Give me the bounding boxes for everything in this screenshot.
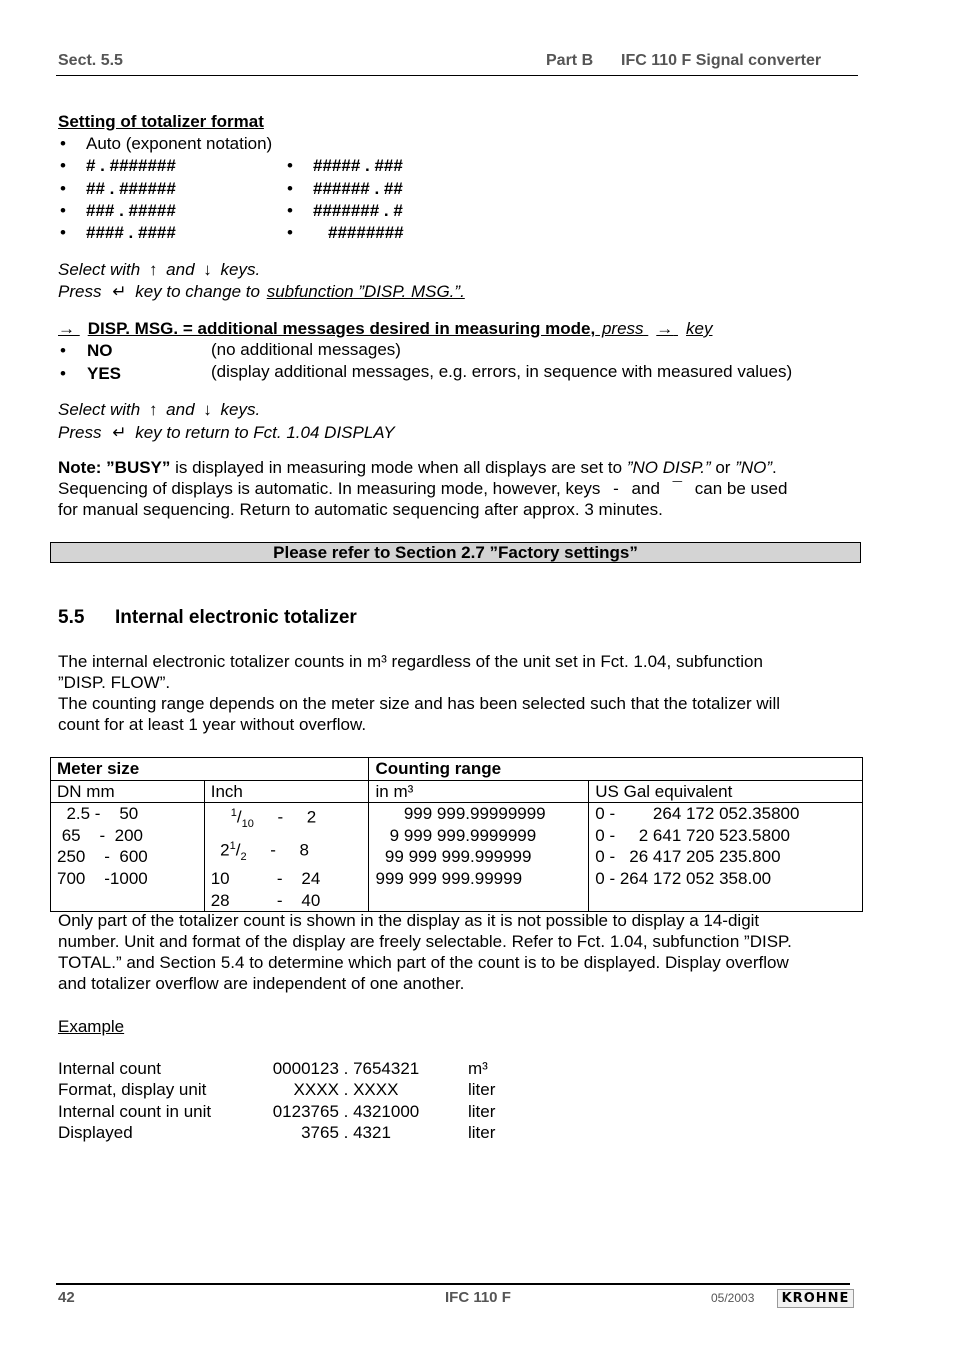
meter-size-table (50, 757, 863, 912)
format-option: ##### . ### (313, 156, 403, 175)
krohne-logo: KROHNE (777, 1289, 854, 1308)
subheader-dn: DN mm (51, 780, 205, 803)
gal-column: 0 - 264 172 052.35800 0 - 2 641 720 523.5800 0 - 26 417 205 235.800 0 - 264 172 052 358.00 (589, 803, 863, 912)
subheader-gal: US Gal equivalent (589, 780, 863, 803)
section-title: Internal electronic totalizer (115, 607, 357, 628)
example-label: Displayed (58, 1123, 133, 1142)
paragraph-line: count for at least 1 year without overflow. (58, 715, 367, 734)
example-value: 0123765 . 4321000 (272, 1102, 420, 1121)
enter-key-icon: ↵ (112, 423, 127, 442)
bullet: • (60, 156, 66, 175)
format-option: ## . ###### (86, 179, 176, 198)
format-option: ###### . ## (313, 179, 403, 198)
bullet: • (60, 134, 66, 153)
note-line-1: Note: ”BUSY” is displayed in measuring mode when all displays are set to ”NO DISP.” or ”NO”. (58, 458, 777, 477)
bullet: • (287, 179, 293, 198)
select-instruction: Select with ↑ and ↓ keys. (58, 400, 261, 419)
footer-model: IFC 110 F (445, 1289, 511, 1306)
header-rule (56, 75, 858, 76)
format-option: # . ####### (86, 156, 176, 175)
enter-key-icon: ↵ (112, 282, 127, 301)
table-subheader-row (51, 780, 863, 803)
example-value: XXXX . XXXX (293, 1080, 399, 1099)
down-arrow-icon: ↓ (203, 260, 212, 279)
bullet: • (287, 223, 293, 242)
paragraph-line: and totalizer overflow are independent of one another. (58, 974, 465, 993)
paragraph-line: number. Unit and format of the display are freely selectable. Refer to Fct. 1.04, subfunction ”DISP. (58, 932, 792, 951)
bullet: • (60, 364, 66, 383)
format-option: ### . ##### (86, 201, 176, 220)
header-part: Part B (546, 52, 594, 69)
disp-msg-heading: → DISP. MSG. = additional messages desired in measuring mode, press → key (58, 319, 713, 338)
paragraph-line: The counting range depends on the meter size and has been selected such that the totalizer will (58, 694, 781, 713)
bullet: • (287, 156, 293, 175)
paragraph-line: The internal electronic totalizer counts in m³ regardless of the unit set in Fct. 1.04, subfunction (58, 652, 763, 671)
example-value: 0000123 . 7654321 (272, 1059, 420, 1078)
example-unit: liter (468, 1123, 496, 1142)
bullet: • (60, 223, 66, 242)
option-label: YES (87, 364, 122, 383)
subheader-inch: Inch (204, 780, 369, 803)
example-unit: m³ (468, 1059, 488, 1078)
note-line-3: for manual sequencing. Return to automatic sequencing after approx. 3 minutes. (58, 500, 663, 519)
bullet: • (60, 341, 66, 360)
option-desc: (no additional messages) (211, 340, 401, 359)
header-section: Sect. 5.5 (58, 52, 123, 69)
m3-column: 999 999.99999999 9 999 999.9999999 99 999 999.999999 999 999 999.99999 (369, 803, 589, 912)
example-unit: liter (468, 1080, 496, 1099)
bullet: • (60, 201, 66, 220)
format-option: ####### . # (313, 201, 403, 220)
press-instruction: Press ↵ key to change to subfunction ”DISP. MSG.”. (58, 282, 465, 301)
note-line-2: Sequencing of displays is automatic. In measuring mode, however, keys - and ¯ can be used (58, 479, 788, 498)
right-arrow-icon: → (58, 319, 75, 338)
example-unit: liter (468, 1102, 496, 1121)
example-heading: Example (58, 1017, 125, 1036)
footer-rule (56, 1283, 850, 1285)
inch-column: $^1/_{10}$ - 2 $2^1/_2$ - 8 10 - 24 28 - 40 (204, 803, 369, 912)
format-auto: Auto (exponent notation) (86, 134, 273, 153)
page-number: 42 (58, 1289, 75, 1306)
paragraph-line: TOTAL.” and Section 5.4 to determine which part of the count is to be displayed. Display overflow (58, 953, 789, 972)
table-header-row (51, 758, 863, 781)
subfunction-link: subfunction ”DISP. MSG.”. (266, 282, 465, 301)
press-instruction: Press ↵ key to return to Fct. 1.04 DISPLAY (58, 423, 395, 442)
format-option: ######## (328, 223, 404, 242)
header-meter-size: Meter size (51, 758, 369, 781)
select-instruction: Select with ↑ and ↓ keys. (58, 260, 261, 279)
factory-settings-box: Please refer to Section 2.7 ”Factory settings” (50, 542, 861, 563)
example-value: 3765 . 4321 (301, 1123, 391, 1142)
example-label: Internal count in unit (58, 1102, 212, 1121)
up-arrow-icon: ↑ (148, 260, 158, 279)
example-label: Format, display unit (58, 1080, 207, 1099)
totalizer-format-heading: Setting of totalizer format (58, 112, 264, 131)
option-label: NO (87, 341, 113, 360)
paragraph-line: ”DISP. FLOW”. (58, 673, 171, 692)
header-title: IFC 110 F Signal converter (621, 52, 822, 69)
example-label: Internal count (58, 1059, 162, 1078)
section-number: 5.5 (58, 607, 85, 628)
format-option: #### . #### (86, 223, 176, 242)
subheader-m3: in m³ (369, 780, 589, 803)
paragraph-line: Only part of the totalizer count is shown in the display as it is not possible to display a 14-digit (58, 911, 760, 930)
footer-date: 05/2003 (711, 1291, 755, 1305)
bullet: • (60, 179, 66, 198)
up-arrow-icon: ↑ (148, 400, 158, 419)
dn-column: 2.5 - 50 65 - 200 250 - 600 700 -1000 (51, 803, 205, 912)
down-arrow-icon: ↓ (203, 400, 212, 419)
bullet: • (287, 201, 293, 220)
option-desc: (display additional messages, e.g. errors, in sequence with measured values) (211, 362, 793, 381)
table-row (51, 803, 863, 912)
right-arrow-icon: → (656, 319, 674, 338)
header-counting-range: Counting range (369, 758, 863, 781)
